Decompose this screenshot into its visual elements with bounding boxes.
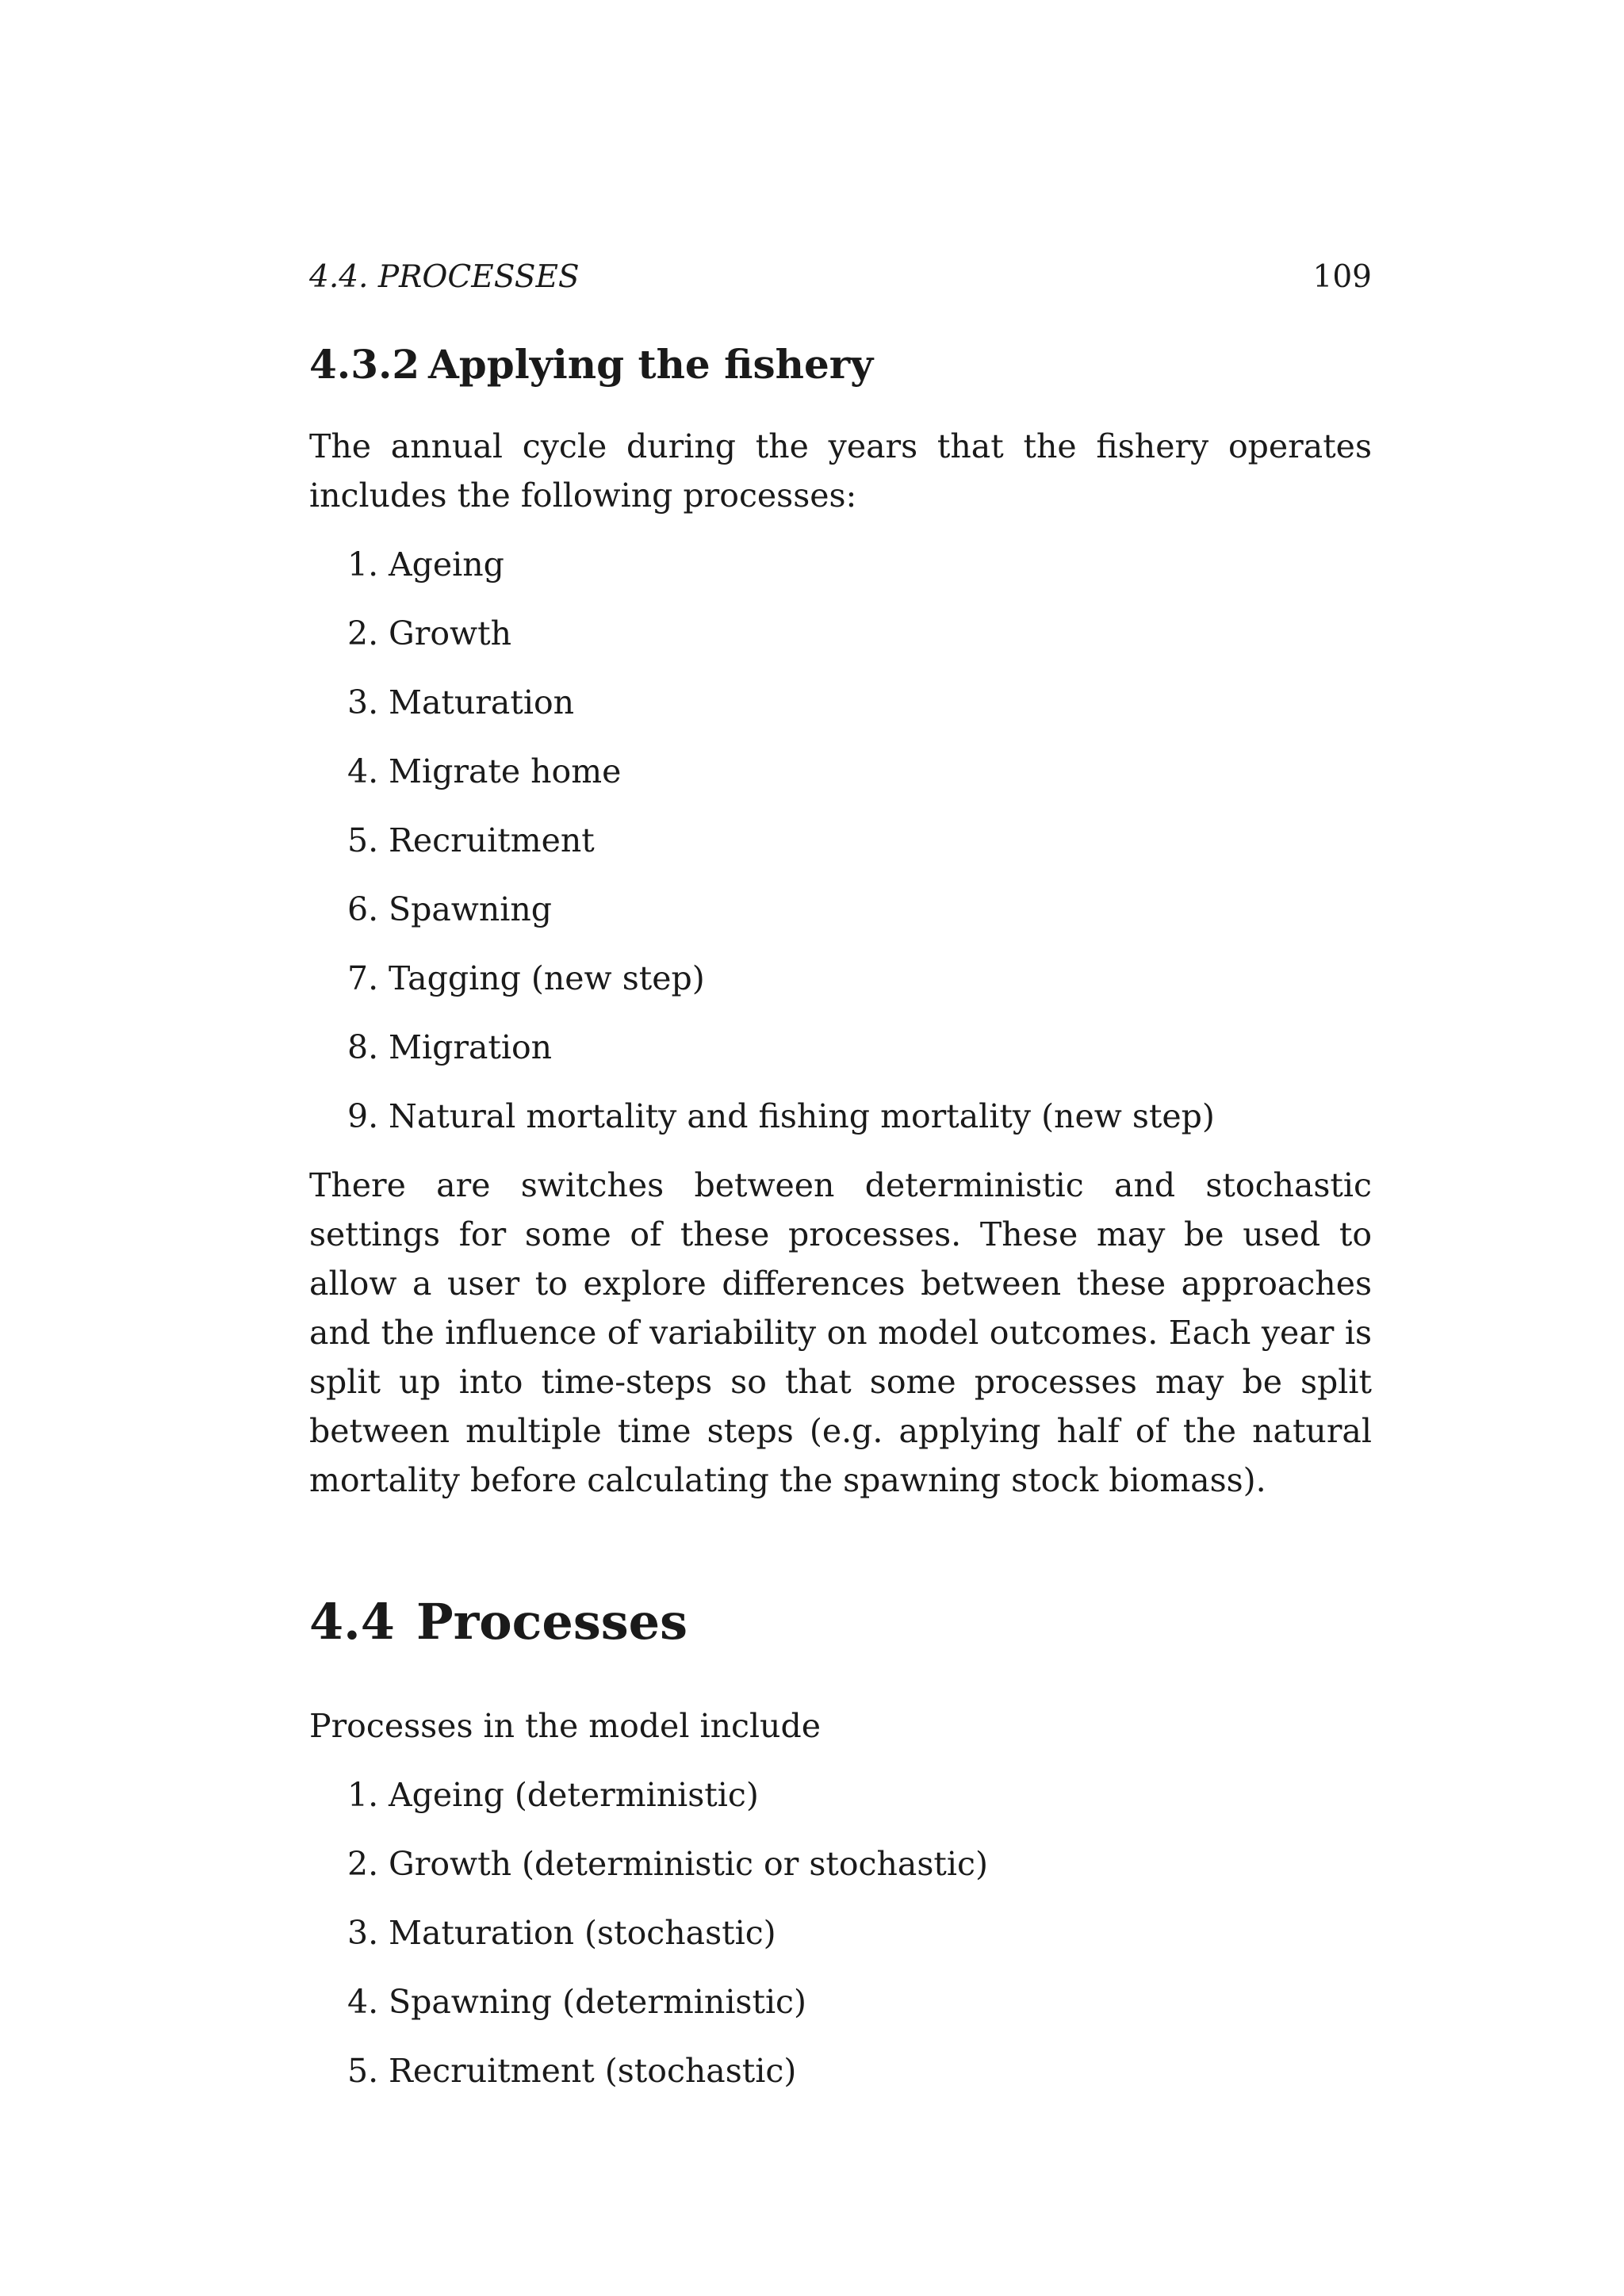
processes-list — [309, 1770, 1372, 2095]
list-item-text: Spawning (deterministic) — [389, 1983, 807, 2021]
list-item-number: 2. — [347, 1845, 379, 1883]
list-item — [309, 816, 1372, 865]
list-item-text: Recruitment — [389, 821, 595, 859]
list-item-number: 2. — [347, 614, 379, 652]
list-item — [309, 1770, 1372, 1820]
list-item-number: 1. — [347, 545, 379, 584]
list-item — [309, 609, 1372, 658]
list-item — [309, 540, 1372, 589]
list-item-number: 9. — [347, 1097, 379, 1135]
subsection-title: Applying the fishery — [428, 341, 874, 388]
list-item-number: 5. — [347, 2052, 379, 2090]
list-item — [309, 1908, 1372, 1957]
section-number: 4.4 — [309, 1593, 395, 1651]
list-item-number: 3. — [347, 1914, 379, 1952]
subsection-heading — [309, 337, 1372, 392]
section-heading — [309, 1590, 1372, 1654]
switches-paragraph: There are switches between deterministic and stochastic settings for some of these processes. These may be used to allow a user to explore differences between these approaches and the influence of variability on model outcomes. Each year is split up into time-steps so that some processes may be split between multiple time steps (e.g. applying half of the natural mortality before calculating the spawning stock biomass). — [309, 1166, 1372, 1499]
list-item — [309, 1839, 1372, 1888]
list-item-number: 7. — [347, 959, 379, 997]
list-item-text: Maturation (stochastic) — [389, 1914, 776, 1952]
list-item-text: Spawning — [389, 890, 553, 928]
list-item-text: Migration — [389, 1028, 553, 1066]
processes-intro: Processes in the model include — [309, 1707, 821, 1745]
list-item-number: 1. — [347, 1776, 379, 1814]
list-item — [309, 1092, 1372, 1141]
list-item-text: Growth — [389, 614, 512, 652]
list-item — [309, 885, 1372, 934]
page-number: 109 — [1312, 259, 1372, 295]
list-item — [309, 678, 1372, 727]
section-title: Processes — [416, 1593, 688, 1651]
list-item-number: 8. — [347, 1028, 379, 1066]
list-item — [309, 1977, 1372, 2026]
list-item — [309, 1023, 1372, 1072]
list-item-text: Maturation — [389, 683, 575, 721]
list-item-text: Ageing (deterministic) — [389, 1776, 759, 1814]
list-item-number: 4. — [347, 752, 379, 790]
list-item-number: 3. — [347, 683, 379, 721]
list-item — [309, 954, 1372, 1003]
list-item-text: Recruitment (stochastic) — [389, 2052, 797, 2090]
intro-paragraph: The annual cycle during the years that the fishery operates includes the following processes: — [309, 427, 1372, 515]
list-item-number: 4. — [347, 1983, 379, 2021]
list-item-number: 6. — [347, 890, 379, 928]
list-item-text: Ageing — [389, 545, 504, 584]
page-body — [309, 337, 1372, 2095]
list-item — [309, 747, 1372, 796]
subsection-number: 4.3.2 — [309, 341, 420, 388]
list-item-text: Growth (deterministic or stochastic) — [389, 1845, 988, 1883]
list-item-number: 5. — [347, 821, 379, 859]
list-item-text: Migrate home — [389, 752, 622, 790]
fishery-steps-list — [309, 540, 1372, 1141]
running-header-section: 4.4. PROCESSES — [309, 259, 580, 295]
list-item — [309, 2046, 1372, 2095]
list-item-text: Natural mortality and fishing mortality (new step) — [389, 1097, 1215, 1135]
list-item-text: Tagging (new step) — [389, 959, 705, 997]
